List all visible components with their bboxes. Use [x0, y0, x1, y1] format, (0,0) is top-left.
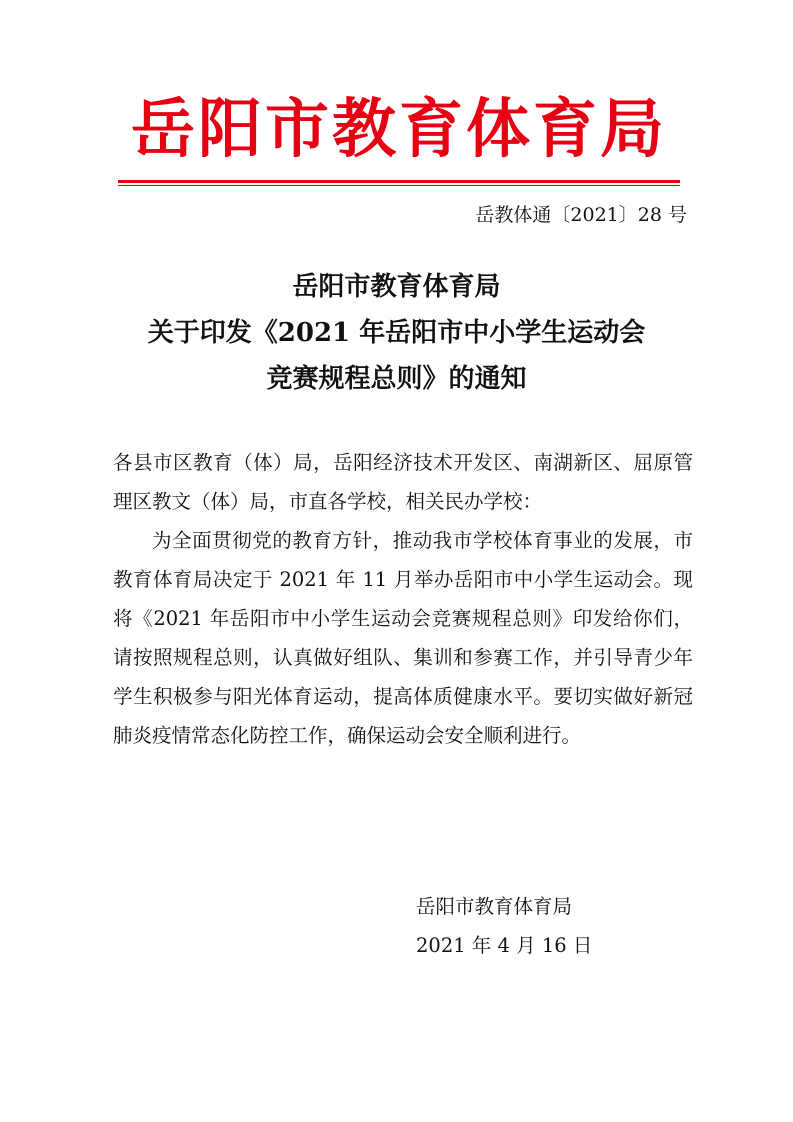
addressee-paragraph: 各县市区教育（体）局，岳阳经济技术开发区、南湖新区、屈原管理区教文（体）局，市直各学校，相关民办学校： — [113, 451, 693, 513]
signature-block — [416, 887, 592, 965]
red-divider-thick — [118, 180, 680, 183]
document-title-line-3: 竞赛规程总则》的通知 — [266, 364, 527, 394]
issuer-masthead: 岳阳市教育体育局 — [131, 92, 667, 167]
main-paragraph: 为全面贯彻党的教育方针，推动我市学校体育事业的发展，市教育体育局决定于 2021 年 11 月举办岳阳市中小学生运动会。现将《2021 年岳阳市中小学生运动会竞赛规程总则》印发给你们，请按照规程总则，认真做好组队、集训和参赛工作，并引导青少年学生积极参与阳光体育运动，提高体质健康水平。要切实做好新冠肺炎疫情常态化防控工作，确保运动会安全顺利进行。 — [113, 529, 693, 747]
document-title-line-1: 岳阳市教育体育局 — [292, 272, 501, 302]
signature-date: 2021 年 4 月 16 日 — [416, 934, 593, 957]
document-number: 岳教体通〔2021〕28 号 — [475, 204, 687, 226]
document-body — [113, 443, 693, 755]
red-divider-thin — [118, 185, 680, 186]
document-title-line-2: 关于印发《2021 年岳阳市中小学生运动会 — [147, 318, 646, 348]
signature-issuer: 岳阳市教育体育局 — [416, 895, 573, 918]
